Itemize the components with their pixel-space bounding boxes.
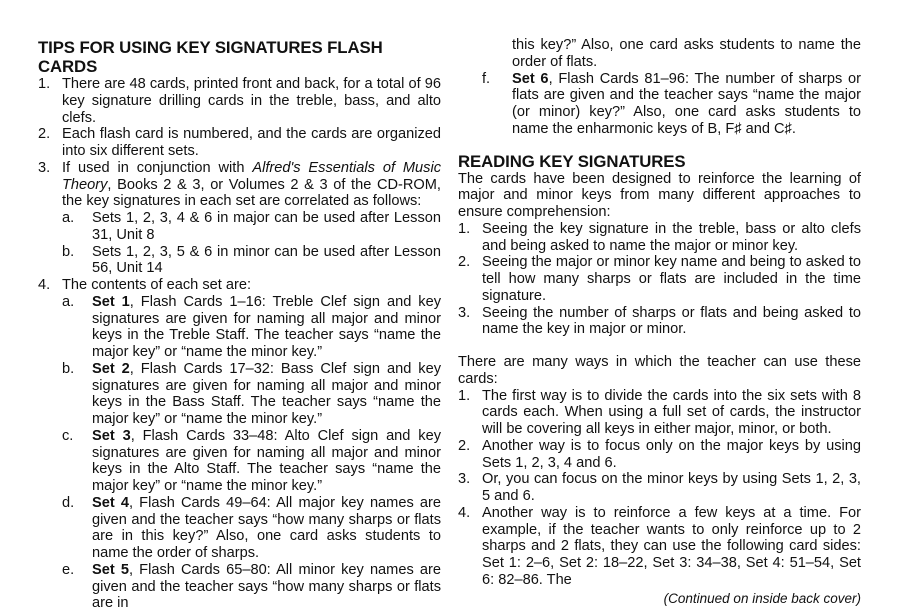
item-text: If used in conjunction with [62, 159, 253, 176]
item-text: , Flash Cards 17–32: Bass Clef sign and key signatures are given for naming all major and minor keys in the Bass Staff. The teacher says “name the major key” or “name the minor key.” [92, 360, 441, 427]
item-letter: a. [62, 293, 75, 310]
set-label: Set 2 [92, 360, 130, 377]
ways-intro: There are many ways in which the teacher can use these cards: [458, 354, 861, 387]
item-number: 3. [458, 304, 471, 321]
set-label: Set 5 [92, 561, 129, 578]
item-text: There are 48 cards, printed front and back, for a total of 96 key signature drilling cards in the treble, bass, and alto clefs. [62, 76, 441, 126]
item-text: Or, you can focus on the minor keys by using Sets 1, 2, 3, 5 and 6. [482, 471, 861, 504]
item-text: Seeing the number of sharps or flats and being asked to name the key in major or minor. [482, 304, 861, 338]
set-label: Set 6 [512, 70, 549, 87]
set-label: Set 3 [92, 427, 131, 444]
item-number: 3. [38, 159, 51, 176]
right-column [458, 37, 861, 607]
list-item [458, 505, 861, 589]
reading-intro: The cards have been designed to reinforce the learning of major and minor keys from many different approaches to ensure comprehension: [458, 170, 861, 220]
tips-heading: TIPS FOR USING KEY SIGNATURES FLASH CARDS [38, 38, 383, 76]
sub-item [38, 428, 441, 495]
item-number: 2. [458, 437, 471, 454]
item-text: Another way is to focus only on the major keys by using Sets 1, 2, 3, 4 and 6. [482, 437, 861, 471]
list-item [38, 126, 441, 160]
sub-item-continued [458, 37, 861, 71]
item-number: 2. [38, 126, 51, 143]
item-text: this key?” Also, one card asks students to name the order of flats. [512, 37, 861, 70]
item-letter: c. [62, 427, 74, 444]
list-item [38, 277, 441, 294]
list-item [458, 388, 861, 438]
list-item [458, 438, 861, 472]
item-text: The contents of each set are: [62, 277, 252, 293]
item-letter: f. [482, 70, 491, 87]
item-text: , Flash Cards 1–16: Treble Clef sign and key signatures are given for naming all major and minor keys in the Treble Staff. The teacher says “name the major key” or “name the minor key.” [92, 293, 441, 360]
left-column [38, 38, 441, 612]
item-number: 3. [458, 471, 471, 488]
list-item [38, 76, 441, 126]
item-text: , Flash Cards 33–48: Alto Clef sign and key signatures are given for naming all major and minor keys in the Alto Staff. The teacher says “name the major key” or “name the minor key.” [92, 427, 441, 494]
item-number: 1. [458, 387, 471, 404]
item-number: 1. [38, 76, 51, 92]
item-number: 4. [38, 277, 51, 293]
item-text: Seeing the major or minor key name and being to asked to tell how many sharps or flats are included in the time signature. [482, 254, 861, 304]
book-title: Alfred's Essentials of Music Theory [62, 159, 442, 193]
sub-item [38, 294, 441, 361]
sub-item [38, 495, 441, 562]
sub-item [38, 244, 441, 278]
continued-note: (Continued on inside back cover) [663, 590, 861, 606]
item-text: , Flash Cards 49–64: All major key names are given and the teacher says “how many sharps or flats are in this key?” Also, one card asks students to name the order of sharps. [92, 494, 441, 561]
item-text: , Books 2 & 3, or Volumes 2 & 3 of the CD-ROM, the key signatures in each set are correlated as follows: [62, 176, 441, 210]
item-letter: b. [62, 243, 75, 260]
reading-heading: READING KEY SIGNATURES [458, 151, 686, 171]
item-number: 4. [458, 504, 471, 521]
item-text: Sets 1, 2, 3, 5 & 6 in minor can be used after Lesson 56, Unit 14 [92, 243, 441, 277]
list-item [458, 305, 861, 339]
set-label: Set 4 [92, 494, 129, 511]
item-text: The first way is to divide the cards into the six sets with 8 cards each. When using a full set of cards, the instructor will be covering all keys in either major, minor, or both. [482, 387, 861, 437]
item-text: Another way is to reinforce a few keys at a time. For example, if the teacher wants to only reinforce up to 2 sharps and 2 flats, they can use the following card sides: Set 1: 2–6, Set 2: 18–22, Set 3: 34–38, Set 4: 51–54, Set 6: 82–86. The [482, 504, 861, 588]
list-item [458, 254, 861, 304]
sub-item [38, 361, 441, 428]
sub-item [38, 210, 441, 244]
item-text: , Flash Cards 65–80: All minor key names are given and the teacher says “how many sharps or flats are in [92, 561, 441, 612]
item-letter: d. [62, 494, 75, 511]
set-label: Set 1 [92, 293, 130, 310]
list-item [38, 160, 441, 210]
item-number: 2. [458, 254, 471, 271]
item-text: Each flash card is numbered, and the cards are organized into six different sets. [62, 126, 441, 159]
sub-item [458, 71, 861, 138]
item-letter: b. [62, 360, 75, 377]
item-text: , Flash Cards 81–96: The number of sharps or flats are given and the teacher says “name the major (or minor) key?” Also, one card asks students to name the enharmonic keys of B, F♯ and C♯. [512, 70, 861, 137]
item-letter: a. [62, 210, 75, 226]
item-number: 1. [458, 220, 471, 237]
item-letter: e. [62, 561, 75, 578]
sub-item [38, 562, 441, 612]
list-item [458, 471, 861, 505]
item-text: Sets 1, 2, 3, 4 & 6 in major can be used after Lesson 31, Unit 8 [92, 210, 441, 243]
list-item [458, 221, 861, 255]
item-text: Seeing the key signature in the treble, bass or alto clefs and being asked to name the major or minor key. [482, 220, 861, 254]
